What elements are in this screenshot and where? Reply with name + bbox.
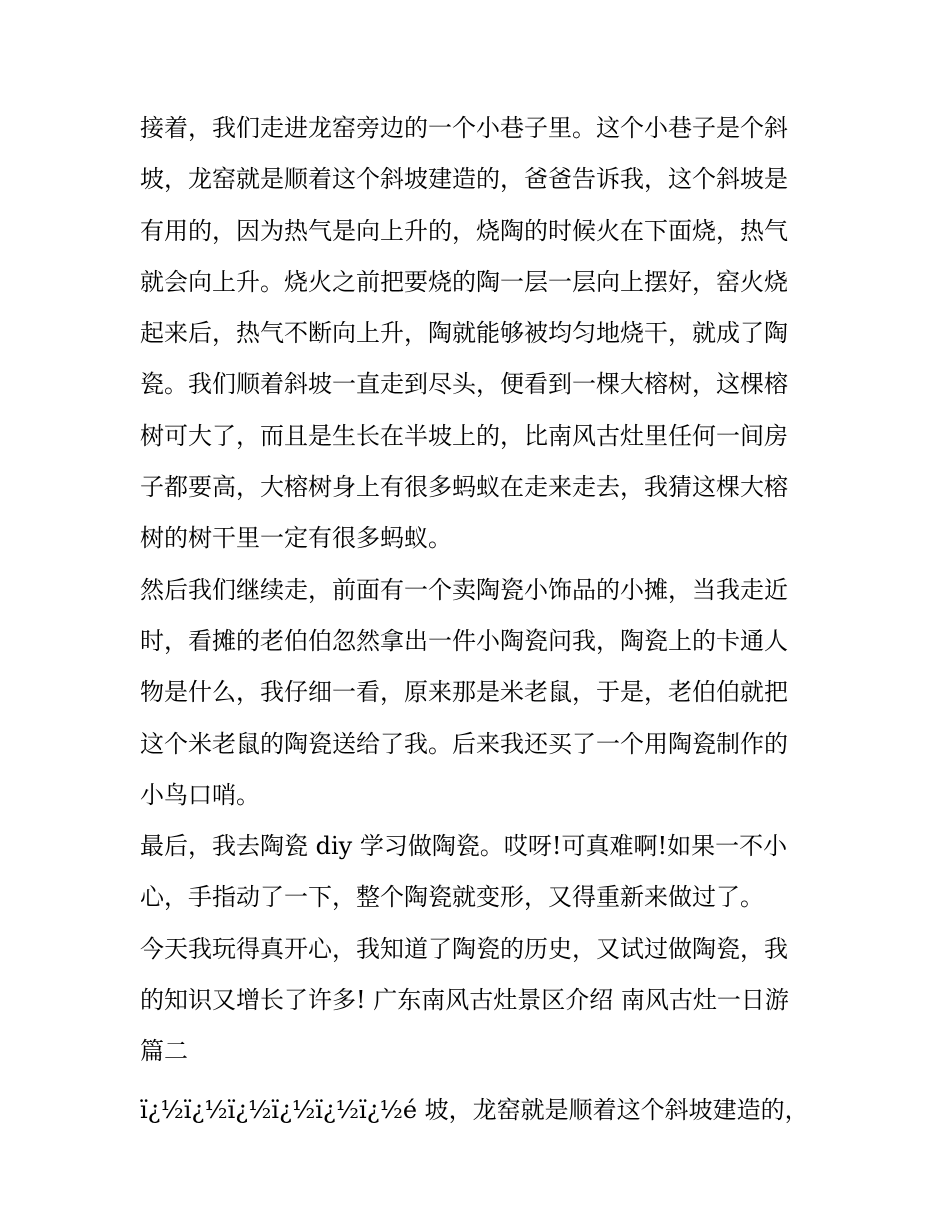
- paragraph-ceramic-stall: [140, 565, 820, 821]
- text-line: 树可大了，而且是生长在半坡上的，比南风古灶里任何一间房: [140, 421, 788, 450]
- text-line: 心，手指动了一下，整个陶瓷就变形，又得重新来做过了。: [140, 883, 764, 912]
- text-line: 瓷。我们顺着斜坡一直走到尽头，便看到一棵大榕树，这棵榕: [140, 370, 788, 399]
- section-heading: 篇二: [140, 1037, 188, 1066]
- text-line: ï¿½ï¿½ï¿½ï¿½ï¿½ï¿½é 坡，龙窑就是顺着这个斜坡建造的，: [140, 1095, 809, 1124]
- paragraph-garbled: [140, 1085, 820, 1136]
- text-line: 就会向上升。烧火之前把要烧的陶一层一层向上摆好，窑火烧: [140, 267, 788, 296]
- paragraph-conclusion: [140, 924, 820, 1078]
- text-line: 起来后，热气不断向上升，陶就能够被均匀地烧干，就成了陶: [140, 319, 788, 348]
- text-line: 时，看摊的老伯伯忽然拿出一件小陶瓷问我，陶瓷上的卡通人: [140, 626, 788, 655]
- text-line: 然后我们继续走，前面有一个卖陶瓷小饰品的小摊，当我走近: [140, 575, 788, 604]
- text-line: 有用的，因为热气是向上升的，烧陶的时候火在下面烧，热气: [140, 216, 788, 245]
- text-line: 树的树干里一定有很多蚂蚁。: [140, 524, 452, 553]
- text-line: 的知识又增长了许多! 广东南风古灶景区介绍 南风古灶一日游: [140, 986, 789, 1015]
- text-line: 小鸟口哨。: [140, 780, 260, 809]
- text-line: 子都要高，大榕树身上有很多蚂蚁在走来走去，我猜这棵大榕: [140, 473, 788, 502]
- text-line: 接着，我们走进龙窑旁边的一个小巷子里。这个小巷子是个斜: [140, 114, 788, 142]
- paragraph-longyao-slope: [140, 103, 820, 565]
- document-body: [140, 103, 820, 1136]
- text-line: 这个米老鼠的陶瓷送给了我。后来我还买了一个用陶瓷制作的: [140, 729, 788, 758]
- text-line: 今天我玩得真开心，我知道了陶瓷的历史，又试过做陶瓷，我: [140, 934, 788, 963]
- text-line: 最后，我去陶瓷 diy 学习做陶瓷。哎呀!可真难啊!如果一不小: [140, 832, 788, 861]
- text-line: 物是什么，我仔细一看，原来那是米老鼠，于是，老伯伯就把: [140, 678, 788, 707]
- text-line: 坡，龙窑就是顺着这个斜坡建造的，爸爸告诉我，这个斜坡是: [140, 165, 788, 194]
- paragraph-diy-pottery: [140, 821, 820, 924]
